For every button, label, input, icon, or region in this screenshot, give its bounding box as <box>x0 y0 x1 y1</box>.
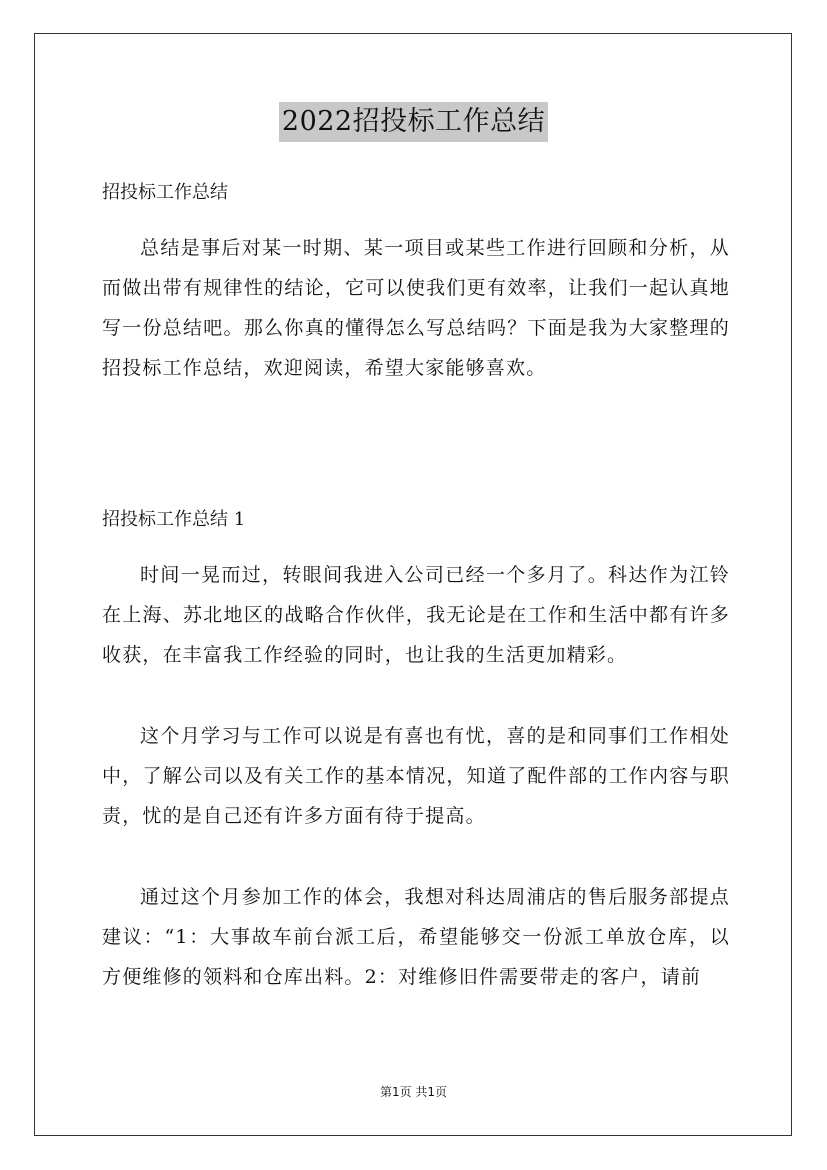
intro-heading: 招投标工作总结 <box>102 182 228 203</box>
section1-heading: 招投标工作总结 1 <box>102 509 246 530</box>
section1-paragraph-3: 通过这个月参加工作的体会，我想对科达周浦店的售后服务部提点建议：“1：大事故车前台派工后，希望能够交一份派工单放仓库，以方便维修的领料和仓库出料。2：对维修旧件需要带走的客户，请前 <box>102 886 730 988</box>
intro-paragraph: 总结是事后对某一时期、某一项目或某些工作进行回顾和分析，从而做出带有规律性的结论，它可以使我们更有效率，让我们一起认真地写一份总结吧。那么你真的懂得怎么写总结吗？下面是我为大家整理的招投标工作总结，欢迎阅读，希望大家能够喜欢。 <box>102 237 730 379</box>
document-title-text: 2022招投标工作总结 <box>279 102 548 142</box>
section1-paragraph-2: 这个月学习与工作可以说是有喜也有忧，喜的是和同事们工作相处中，了解公司以及有关工作的基本情况，知道了配件部的工作内容与职责，忧的是自己还有许多方面有待于提高。 <box>102 725 730 827</box>
page-footer: 第1页 共1页 <box>379 1085 448 1099</box>
document-title <box>0 102 827 142</box>
section1-paragraph-1: 时间一晃而过，转眼间我进入公司已经一个多月了。科达作为江铃在上海、苏北地区的战略合作伙伴，我无论是在工作和生活中都有许多收获，在丰富我工作经验的同时，也让我的生活更加精彩。 <box>102 564 730 666</box>
